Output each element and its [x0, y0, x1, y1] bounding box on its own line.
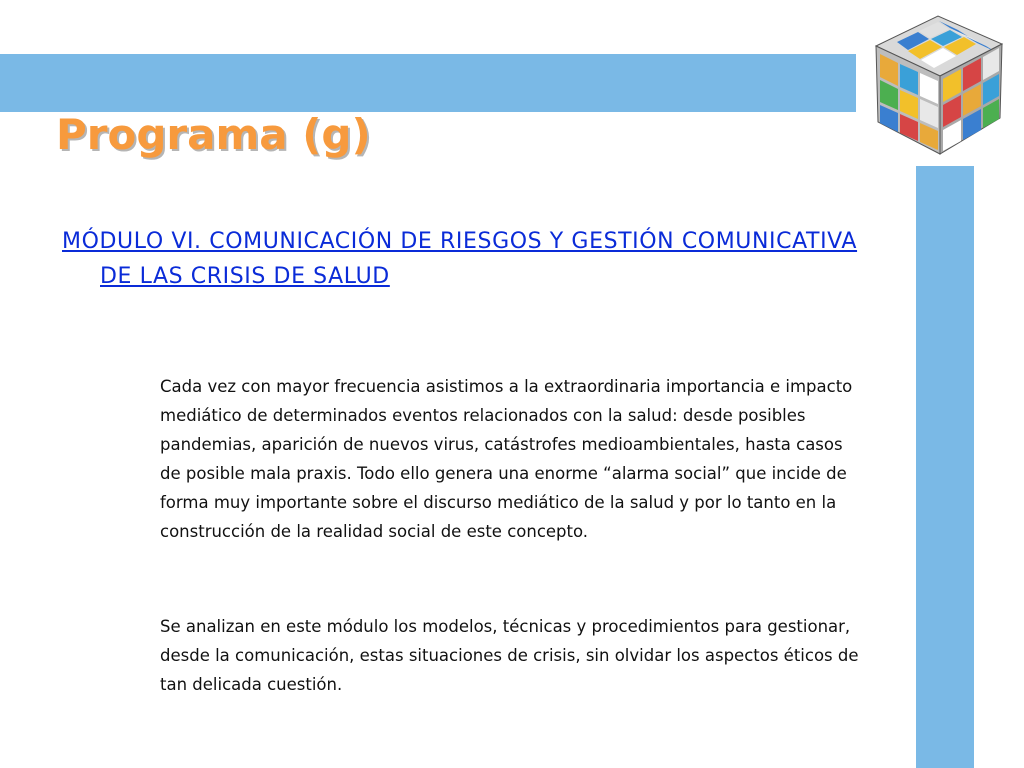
right-decorative-bar [916, 166, 974, 768]
module-heading-link[interactable]: MÓDULO VI. COMUNICACIÓN DE RIESGOS Y GESTIÓN COMUNICATIVA DE LAS CRISIS DE SALUD [62, 229, 858, 289]
slide-title: Programa (g) [56, 110, 371, 159]
rubik-cube-icon [868, 6, 1010, 156]
body-paragraph-1: Cada vez con mayor frecuencia asistimos a la extraordinaria importancia e impacto mediático de determinados eventos relacionados con la salud: desde posibles pandemias, aparición de nuevos virus, catástrofes medioambientales, hasta casos de posible mala praxis. Todo ello genera una enorme “alarma social” que incide de forma muy importante sobre el discurso mediático de la salud y por lo tanto en la construcción de la realidad social de este concepto. [160, 377, 853, 541]
top-decorative-band [0, 54, 856, 112]
body-paragraph-2: Se analizan en este módulo los modelos, técnicas y procedimientos para gestionar, desde la comunicación, estas situaciones de crisis, sin olvidar los aspectos éticos de tan delicada cuestión. [160, 617, 859, 694]
